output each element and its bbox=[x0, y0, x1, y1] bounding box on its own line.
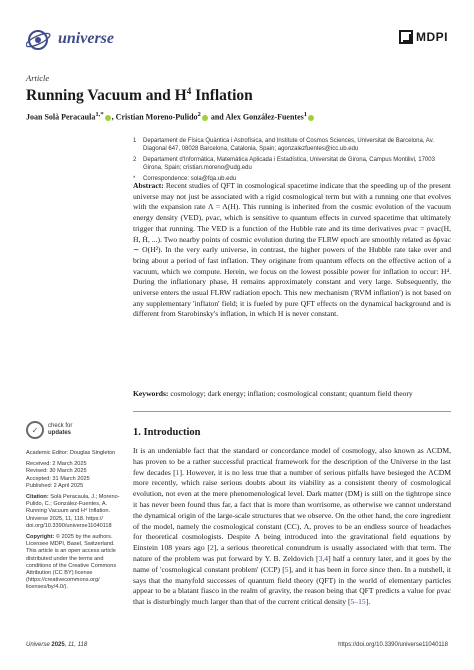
keywords-text: cosmology; dark energy; inflation; cosmological constant; quantum field theory bbox=[168, 389, 413, 398]
introduction-paragraph bbox=[133, 446, 451, 608]
title-end: Inflation bbox=[191, 87, 253, 105]
mdpi-icon bbox=[399, 30, 413, 44]
copyright-text: © 2025 by the authors. Licensee MDPI, Basel, Switzerland. This article is an open access article distributed under the terms and conditions of the Creative Commons Attribution (CC BY) license (https://creativecommons.org/ licenses/by/4.0/). bbox=[26, 534, 117, 591]
author-name[interactable]: Alex González-Fuentes bbox=[225, 112, 304, 122]
abstract-text: Recent studies of QFT in cosmological spacetime indicate that the speeding up of the present universe may not just be associated with a rigid cosmological term but with a running one that evolves with the expansion rate Λ = Λ(H). This running is inherited from the cosmic evolution of the vacuum energy density (VED), ρvac, which is sensitive to quantum effects in curved spacetime that ultimately trigger that running. The VED is a function of the Hubble rate and its time derivatives ρvac = ρvac(H, Ḣ, Ḧ, ...). Two nearby points of cosmic evolution during the FLRW epoch are smoothly related as δρvac ∼ O(H²). In the very early universe, in contrast, the higher powers of the Hubble rate take over and bring about a period of fast inflation. They originate from quantum effects on the effective action of a vacuum, which we compute. Herein, we focus on the lowest possible power for inflation to occur: H⁴. During the inflationary phase, H remains approximately constant and very large. Subsequently, the universe enters the usual FLRW radiation epoch. This new mechanism ('RVM inflation') is not based on any supplementary 'inflaton' field; it is fueled by pure QFT effects on the dynamical background and is different from Starobinsky's inflation, in which H is never constant. bbox=[133, 181, 451, 319]
footer-journal: Universe bbox=[26, 642, 50, 648]
citation bbox=[26, 494, 126, 530]
intro-text: ], a serious theoretical conundrum is usually associated with that term. The nature of the problem was put forward by Y. B. Zeldovich [ bbox=[133, 543, 451, 563]
affiliation-mark: 2 bbox=[133, 157, 137, 163]
mdpi-logo bbox=[399, 30, 448, 44]
orcid-icon[interactable] bbox=[308, 115, 314, 121]
author-name[interactable]: Joan Solà Peracaula bbox=[26, 112, 96, 122]
affiliation-item bbox=[133, 137, 451, 153]
received-date: Received: 2 March 2025 bbox=[26, 461, 87, 468]
title-superscript: 4 bbox=[186, 86, 192, 96]
check-updates-line2: updates bbox=[48, 430, 72, 436]
editor-name: Douglas Singleton bbox=[68, 450, 116, 456]
affiliation-item bbox=[133, 156, 451, 172]
author-marks: 1,* bbox=[95, 111, 104, 118]
dates bbox=[26, 461, 126, 490]
journal-name: universe bbox=[58, 30, 114, 47]
affiliation-text: Departament de Física Quàntica i Astrofísica, and Institute of Cosmos Sciences, Universitat de Barcelona, Av. Diagonal 647, 08028 Barcelona, Catalonia, Spain; agonzalezfuentes@icc.ub.edu bbox=[143, 138, 434, 152]
orcid-icon[interactable] bbox=[202, 115, 208, 121]
footer-volume: , 11, 118 bbox=[64, 642, 88, 648]
page-footer bbox=[26, 642, 448, 648]
check-for-updates-button[interactable] bbox=[26, 421, 72, 439]
author-marks: 1 bbox=[303, 111, 308, 118]
citation-text: Solà Peracaula, J.; Moreno-Pulido, C.; González-Fuentes, A. Running Vacuum and H⁴ Inflation. Universe 2025, 11, 118. https:// doi.org/10.3390/universe11040118 bbox=[26, 494, 120, 529]
citation-link[interactable]: 3,4 bbox=[318, 553, 329, 563]
check-updates-line1: check for bbox=[48, 423, 73, 429]
affiliation-mark: 1 bbox=[133, 138, 137, 144]
copyright-label: Copyright: bbox=[26, 534, 55, 541]
citation-link[interactable]: 5–15 bbox=[350, 597, 366, 607]
check-updates-icon: ✓ bbox=[26, 421, 44, 439]
abstract bbox=[133, 181, 451, 320]
divider bbox=[133, 411, 451, 412]
footer-year: 2025 bbox=[49, 642, 65, 648]
orcid-icon[interactable] bbox=[105, 115, 111, 121]
citation-link[interactable]: 2 bbox=[209, 543, 214, 553]
abstract-label: Abstract: bbox=[133, 181, 164, 190]
editor-label: Academic Editor: bbox=[26, 450, 69, 456]
title-main: Running Vacuum and H bbox=[26, 87, 187, 105]
affiliation-mark: * bbox=[133, 176, 136, 182]
intro-text: ], and it has been in force since then. In a nutshell, it says that the manyfold successes of quantum field theory (QFT) in the world of elementary particles appear to be a blatant fiasco in the realm of gravity, the reason being that QFT predicts a value for ρvac that is disturbingly much larger than that of the current critical density [ bbox=[133, 564, 451, 607]
article-info-sidebar bbox=[26, 450, 126, 596]
author-list: Joan Solà Peracaula$^{1,*}$ , Cristian Moreno-Pulido$^2$ and Alex González-Fuentes$^1$ bbox=[26, 111, 315, 122]
citation-link[interactable]: 5 bbox=[284, 564, 289, 574]
citation-link[interactable]: 1 bbox=[175, 467, 180, 477]
section-heading: 1. Introduction bbox=[133, 427, 201, 438]
affiliation-text: Departament d'Informàtica, Matemàtica Aplicada i Estadística, Universitat de Girona, Campus Montilivi, 17003 Girona, Spain; cristian.moreno@udg.edu bbox=[143, 157, 435, 171]
published-date: Published: 2 April 2025 bbox=[26, 482, 84, 489]
accepted-date: Accepted: 31 March 2025 bbox=[26, 475, 90, 482]
keywords bbox=[133, 389, 451, 400]
universe-logo-icon bbox=[26, 27, 54, 53]
intro-text: It is an undeniable fact that the standard or concordance model of cosmology, also known as ΛCDM, has proven to be a rather successful practical framework for the description of the Universe in the last few decades [ bbox=[133, 446, 451, 477]
intro-text: ] half a century later, and it goes by the name of 'cosmological constant problem' (CCP) [ bbox=[133, 553, 452, 574]
footer-citation bbox=[26, 642, 87, 648]
article-title bbox=[26, 86, 253, 105]
keywords-label: Keywords: bbox=[133, 389, 169, 398]
affiliations bbox=[133, 137, 451, 186]
article-type: Article bbox=[26, 73, 50, 83]
intro-text: ]. However, it is no less true that a number of serious pitfalls have besieged the ΛCDM more recently, which raise serious doubts about its viability as a consistent theory of cosmological evolution, not even at the mere phenomenological level. Dark matter (DM) is still on the tightrope since it has never been found thus far, a fact that is more than worrisome, as otherwise we cannot understand the dynamical origin of the large-scale structures that we observe. On the other hand, the core ingredient of the model, namely the cosmological constant (CC), Λ, proves to be an endless source of headaches for theoretical cosmologists. Despite Λ being introduced into the gravitational field equations by Einstein 108 years ago [ bbox=[133, 467, 452, 553]
page-header bbox=[26, 26, 448, 56]
author-name[interactable]: Cristian Moreno-Pulido bbox=[115, 112, 198, 122]
citation-label: Citation: bbox=[26, 494, 49, 501]
author-marks: 2 bbox=[197, 111, 201, 118]
footer-doi-link[interactable]: https://doi.org/10.3390/universe11040118 bbox=[338, 642, 448, 648]
copyright bbox=[26, 534, 126, 592]
academic-editor bbox=[26, 450, 126, 457]
revised-date: Revised: 30 March 2025 bbox=[26, 468, 87, 475]
intro-text: ]. bbox=[365, 597, 371, 607]
publisher-name: MDPI bbox=[416, 30, 448, 44]
affiliation-text: Correspondence: sola@fqa.ub.edu bbox=[143, 176, 237, 182]
